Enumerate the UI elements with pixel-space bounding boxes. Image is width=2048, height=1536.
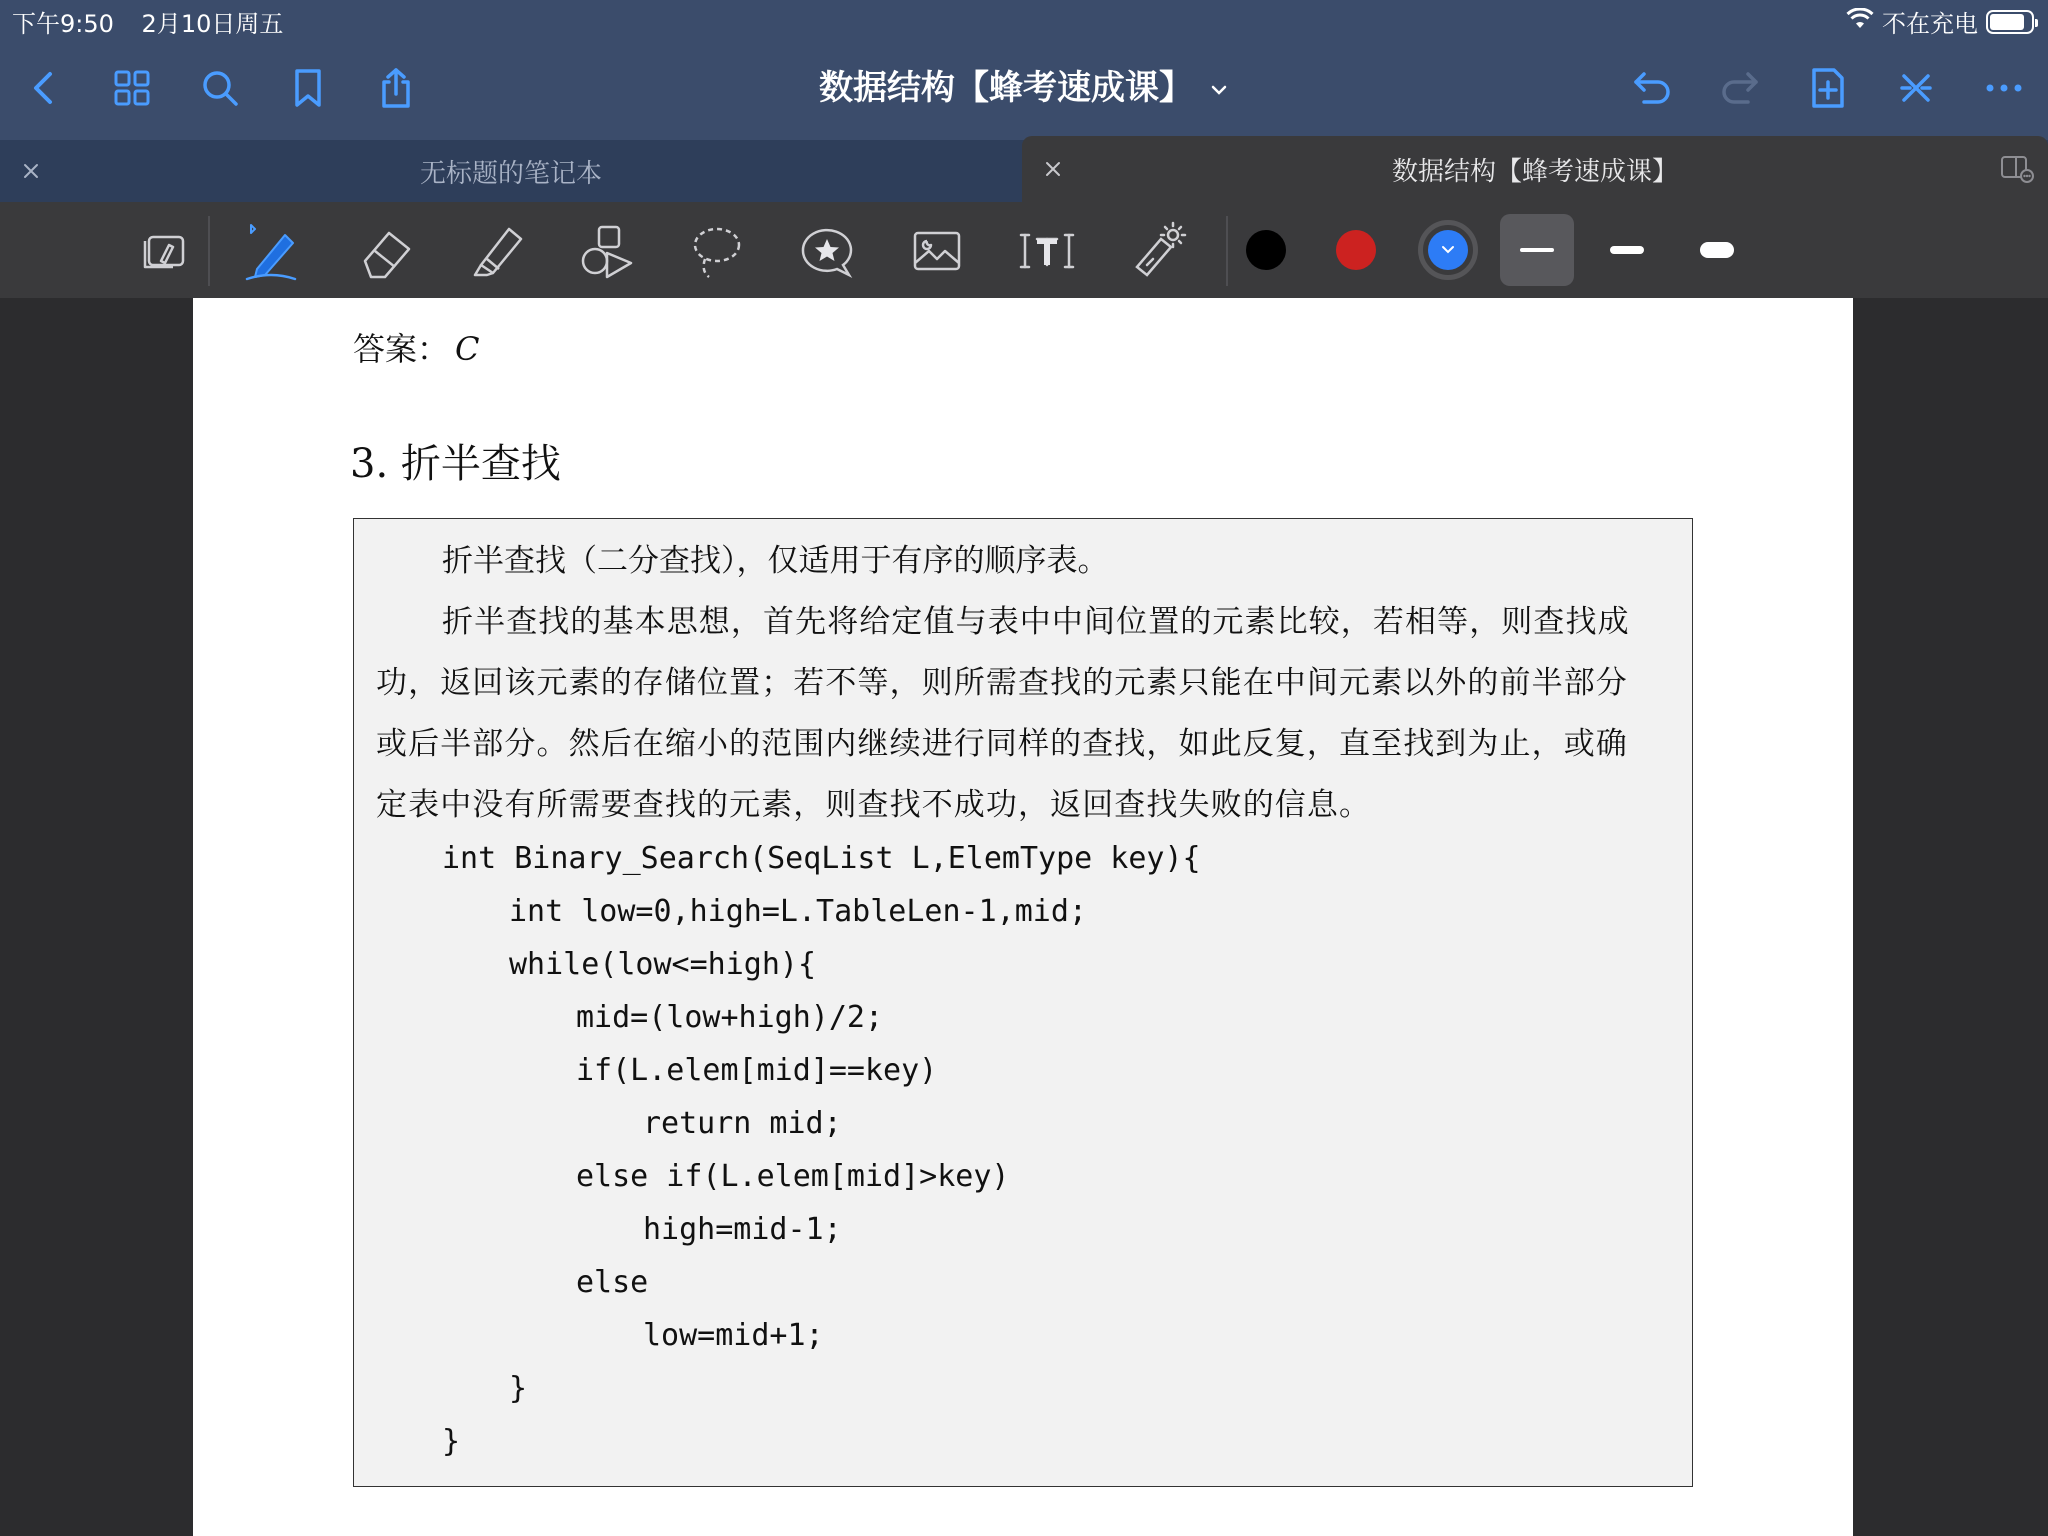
code-line: int low=0,high=L.TableLen-1,mid; — [509, 894, 1087, 929]
answer-line — [353, 324, 480, 370]
status-time: 下午9:50 — [12, 10, 114, 38]
code-line: else — [576, 1265, 649, 1300]
charging-status: 不在充电 — [1882, 10, 1978, 38]
tab-label: 无标题的笔记本 — [419, 158, 602, 189]
paragraph-idea — [376, 592, 1672, 836]
document-title-text: 数据结构【蜂考速成课】 — [819, 68, 1193, 108]
eraser-icon[interactable] — [352, 216, 422, 286]
navigation-bar — [0, 0, 2048, 140]
close-icon[interactable] — [20, 160, 42, 182]
add-page-icon[interactable] — [1804, 64, 1852, 112]
read-only-mode-icon[interactable] — [130, 216, 200, 286]
paragraph-intro — [376, 531, 1672, 592]
code-line: mid=(low+high)/2; — [576, 1000, 884, 1035]
pen-icon[interactable] — [236, 216, 306, 286]
paragraph-line: 或后半部分。然后在缩小的范围内继续进行同样的查找，如此反复，直至找到为止，或确 — [376, 726, 1628, 762]
toolbar-divider — [208, 216, 210, 286]
redo-icon[interactable] — [1716, 64, 1764, 112]
battery-level — [1990, 14, 2024, 30]
answer-value: C — [455, 330, 480, 368]
color-swatch-red[interactable] — [1336, 230, 1376, 270]
chevron-down-icon — [1441, 245, 1455, 255]
tab-bar — [0, 140, 2048, 202]
stroke-preview — [1700, 242, 1734, 258]
status-bar-right — [1846, 4, 2034, 39]
code-line: low=mid+1; — [643, 1318, 824, 1353]
stroke-preview — [1610, 246, 1644, 254]
lasso-icon[interactable] — [682, 216, 752, 286]
more-icon[interactable] — [1980, 64, 2028, 112]
sticker-icon[interactable] — [792, 216, 862, 286]
answer-label: 答案： — [353, 330, 450, 368]
document-page[interactable] — [193, 298, 1853, 1536]
stroke-preview — [1520, 248, 1554, 252]
tab-untitled-notebook[interactable] — [0, 140, 1022, 202]
close-toolbar-icon[interactable] — [1892, 64, 1940, 112]
code-line: else if(L.elem[mid]>key) — [576, 1159, 1010, 1194]
chevron-down-icon — [1209, 80, 1229, 100]
code-line: } — [509, 1371, 528, 1406]
close-icon[interactable] — [1042, 158, 1064, 180]
stroke-width-thick[interactable] — [1680, 214, 1754, 286]
laser-pointer-icon[interactable] — [1122, 216, 1192, 286]
shape-icon[interactable] — [572, 216, 642, 286]
tab-data-structures[interactable] — [1022, 136, 2048, 202]
status-date: 2月10日周五 — [141, 10, 284, 38]
paragraph-line: 定表中没有所需要查找的元素，则查找不成功，返回查找失败的信息。 — [376, 787, 1372, 823]
drawing-toolbar — [0, 202, 2048, 298]
battery-icon — [1986, 10, 2034, 34]
code-line: return mid; — [643, 1106, 842, 1141]
wifi-icon — [1846, 8, 1874, 36]
section-title: 3. 折半查找 — [350, 441, 561, 487]
color-swatch-black[interactable] — [1246, 230, 1286, 270]
content-box — [353, 518, 1693, 1487]
stroke-width-medium[interactable] — [1590, 214, 1664, 286]
tab-label: 数据结构【蜂考速成课】 — [1391, 156, 1678, 187]
highlighter-icon[interactable] — [462, 216, 532, 286]
code-line: } — [442, 1424, 461, 1459]
color-swatch-blue — [1428, 230, 1468, 270]
color-swatch-blue-selected[interactable] — [1418, 220, 1478, 280]
paragraph-line: 折半查找的基本思想，首先将给定值与表中中间位置的元素比较，若相等，则查找成 — [442, 604, 1630, 640]
code-line: if(L.elem[mid]==key) — [576, 1053, 938, 1088]
split-view-icon[interactable] — [2000, 154, 2034, 184]
code-line: while(low<=high){ — [509, 947, 817, 982]
document-canvas[interactable] — [0, 298, 2048, 1536]
text-box-icon[interactable] — [1012, 216, 1082, 286]
paragraph-line: 功，返回该元素的存储位置；若不等，则所需查找的元素只能在中间元素以外的前半部分 — [376, 665, 1628, 701]
undo-icon[interactable] — [1628, 64, 1676, 112]
code-line: int Binary_Search(SeqList L,ElemType key){ — [442, 841, 1201, 876]
status-bar-left — [12, 4, 303, 39]
code-line: high=mid-1; — [643, 1212, 842, 1247]
stroke-width-thin-selected[interactable] — [1500, 214, 1574, 286]
image-icon[interactable] — [902, 216, 972, 286]
paragraph-line: 折半查找（二分查找），仅适用于有序的顺序表。 — [442, 543, 1109, 579]
toolbar-divider — [1226, 216, 1228, 286]
